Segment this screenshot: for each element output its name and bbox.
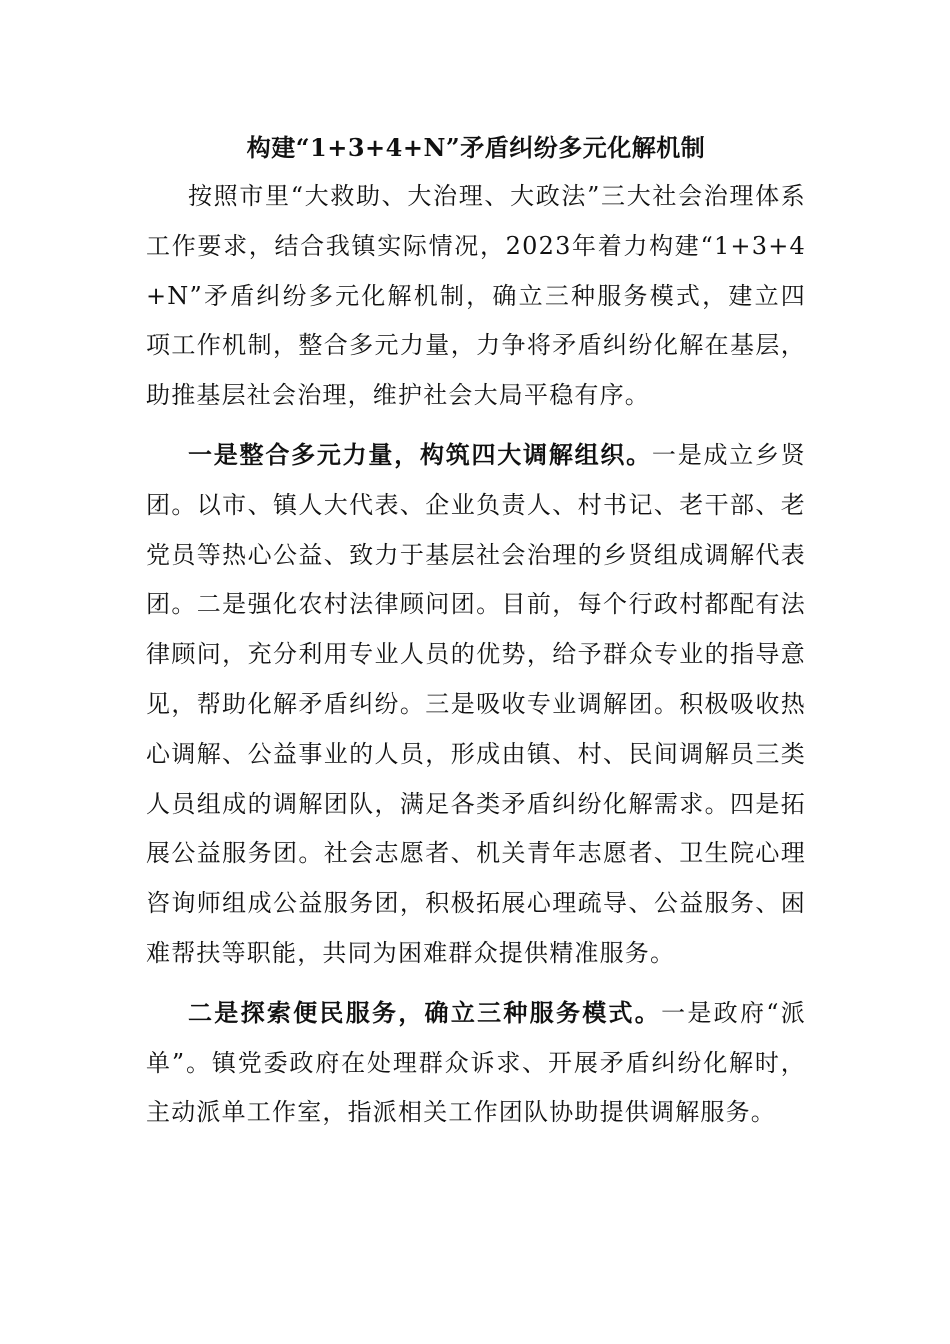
- section-one-paragraph: [146, 430, 806, 979]
- document-page: [146, 130, 806, 1138]
- paragraph-text: 一是政府“派单”。镇党委政府在处理群众诉求、开展矛盾纠纷化解时，主动派单工作室，指派相关工作团队协助提供调解服务。: [146, 998, 806, 1127]
- document-title: 构建“1+3+4+N”矛盾纠纷多元化解机制: [246, 133, 706, 162]
- paragraph-text: 按照市里“大救助、大治理、大政法”三大社会治理体系工作要求，结合我镇实际情况，2023年着力构建“1+3+4+N”矛盾纠纷多元化解机制，确立三种服务模式，建立四项工作机制，整合多元力量，力争将矛盾纠纷化解在基层，助推基层社会治理，维护社会大局平稳有序。: [146, 182, 806, 410]
- intro-paragraph: [146, 172, 806, 421]
- section-two-paragraph: [146, 988, 806, 1138]
- section-two-heading: 二是探索便民服务，确立三种服务模式。: [188, 997, 662, 1027]
- section-one-heading: 一是整合多元力量，构筑四大调解组织。: [188, 439, 652, 469]
- paragraph-text: 一是成立乡贤团。以市、镇人大代表、企业负责人、村书记、老干部、老党员等热心公益、致力于基层社会治理的乡贤组成调解代表团。二是强化农村法律顾问团。目前，每个行政村都配有法律顾问，充分利用专业人员的优势，给予群众专业的指导意见，帮助化解矛盾纠纷。三是吸收专业调解团。积极吸收热心调解、公益事业的人员，形成由镇、村、民间调解员三类人员组成的调解团队，满足各类矛盾纠纷化解需求。四是拓展公益服务团。社会志愿者、机关青年志愿者、卫生院心理咨询师组成公益服务团，积极拓展心理疏导、公益服务、困难帮扶等职能，共同为困难群众提供精准服务。: [146, 440, 806, 967]
